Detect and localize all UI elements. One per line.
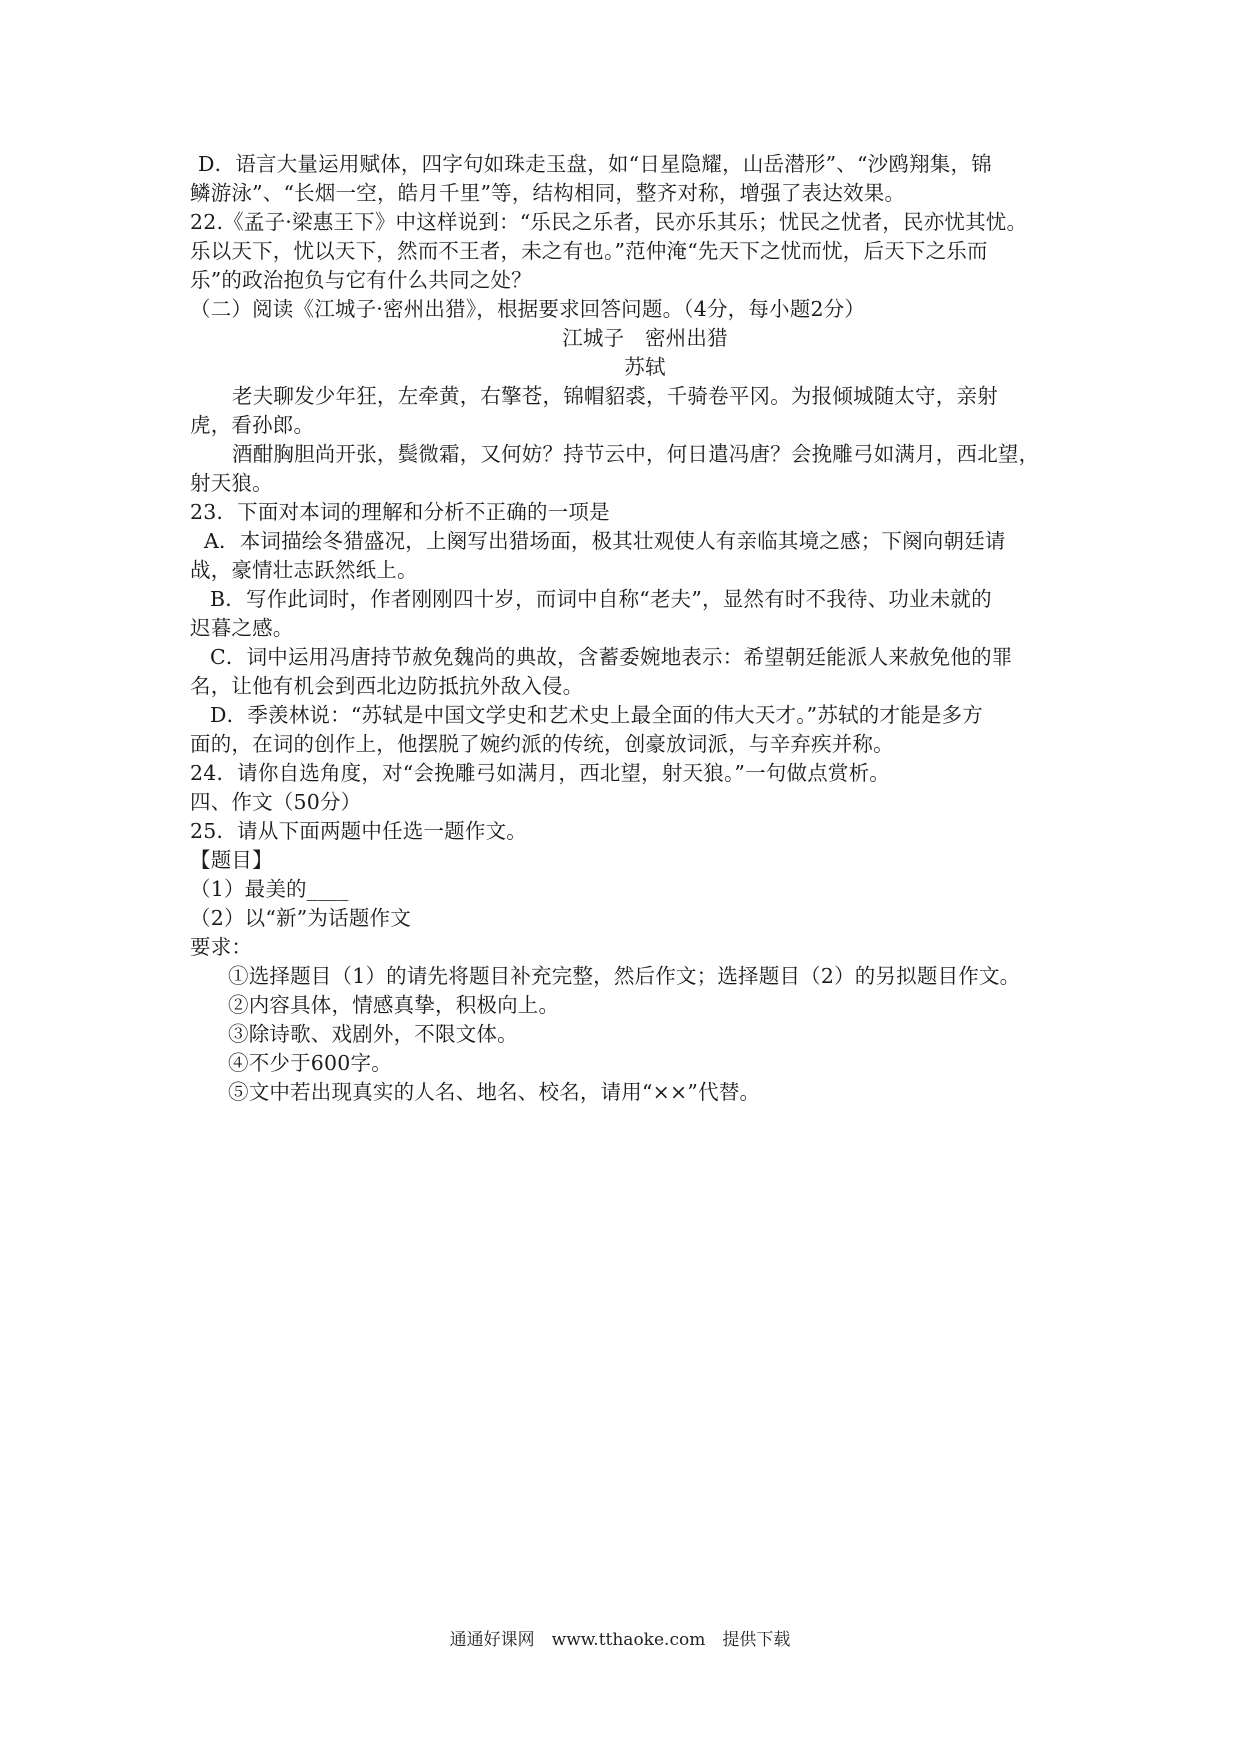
poem-stanza-2-line-1: 酒酣胸胆尚开张，鬓微霜，又何妨？持节云中，何日遣冯唐？会挽雕弓如满月，西北望， [232,442,1040,466]
topic-1: （1）最美的____ [190,877,349,901]
requirement-5: ⑤文中若出现真实的人名、地名、校名，请用“××”代替。 [228,1080,761,1104]
question-23-option-d-line-1: D．季羡林说：“苏轼是中国文学史和艺术史上最全面的伟大天才。”苏轼的才能是多方 [210,703,983,727]
question-23-option-c-line-1: C．词中运用冯唐持节赦免魏尚的典故，含蓄委婉地表示：希望朝廷能派人来赦免他的罪 [210,645,1013,669]
requirements-label: 要求： [190,935,253,959]
poem-title: 江城子 密州出猎 [562,326,728,350]
question-24: 24．请你自选角度，对“会挽雕弓如满月，西北望，射天狼。”一句做点赏析。 [190,761,890,785]
requirement-4: ④不少于600字。 [228,1051,392,1075]
question-22-line-1: 22.《孟子·梁惠王下》中这样说到：“乐民之乐者，民亦乐其乐；忧民之忧者，民亦忧其忧。 [190,210,1028,234]
question-25: 25．请从下面两题中任选一题作文。 [190,819,527,843]
page-footer: 通通好课网 www.tthaoke.com 提供下载 [449,1630,791,1650]
poem-author: 苏轼 [624,355,666,379]
requirement-2: ②内容具体，情感真挚，积极向上。 [228,993,560,1017]
poem-stanza-2-line-2: 射天狼。 [190,471,273,495]
poem-stanza-1-line-2: 虎，看孙郎。 [190,413,315,437]
question-22-line-3: 乐”的政治抱负与它有什么共同之处？ [190,268,532,292]
topic-2: （2）以“新”为话题作文 [190,906,411,930]
question-23-option-b-line-1: B．写作此词时，作者刚刚四十岁，而词中自称“老夫”，显然有时不我待、功业未就的 [210,587,992,611]
requirement-3: ③除诗歌、戏剧外，不限文体。 [228,1022,518,1046]
requirement-1: ①选择题目（1）的请先将题目补充完整，然后作文；选择题目（2）的另拟题目作文。 [228,964,1021,988]
option-d-line-1: D．语言大量运用赋体，四字句如珠走玉盘，如“日星隐耀，山岳潜形”、“沙鸥翔集，锦 [198,152,992,176]
question-23-option-b-line-2: 迟暮之感。 [190,616,294,640]
topic-label: 【题目】 [190,848,273,872]
question-23-option-c-line-2: 名，让他有机会到西北边防抵抗外敌入侵。 [190,674,584,698]
section-2-heading: （二）阅读《江城子·密州出猎》，根据要求回答问题。（4分，每小题2分） [190,297,866,321]
question-22-line-2: 乐以天下，忧以天下，然而不王者，未之有也。”范仲淹“先天下之忧而忧，后天下之乐而 [190,239,988,263]
option-d-line-2: 鳞游泳”、“长烟一空，皓月千里”等，结构相同，整齐对称，增强了表达效果。 [190,181,906,205]
poem-stanza-1-line-1: 老夫聊发少年狂，左牵黄，右擎苍，锦帽貂裘，千骑卷平冈。为报倾城随太守，亲射 [232,384,998,408]
question-23-option-d-line-2: 面的，在词的创作上，他摆脱了婉约派的传统，创豪放词派，与辛弃疾并称。 [190,732,894,756]
question-23-option-a-line-1: A．本词描绘冬猎盛况，上阕写出猎场面，极其壮观使人有亲临其境之感；下阕向朝廷请 [204,529,1006,553]
question-23-option-a-line-2: 战，豪情壮志跃然纸上。 [190,558,418,582]
section-4-heading: 四、作文（50分） [190,790,362,814]
document-body [190,150,1060,1107]
question-23: 23．下面对本词的理解和分析不正确的一项是 [190,500,610,524]
